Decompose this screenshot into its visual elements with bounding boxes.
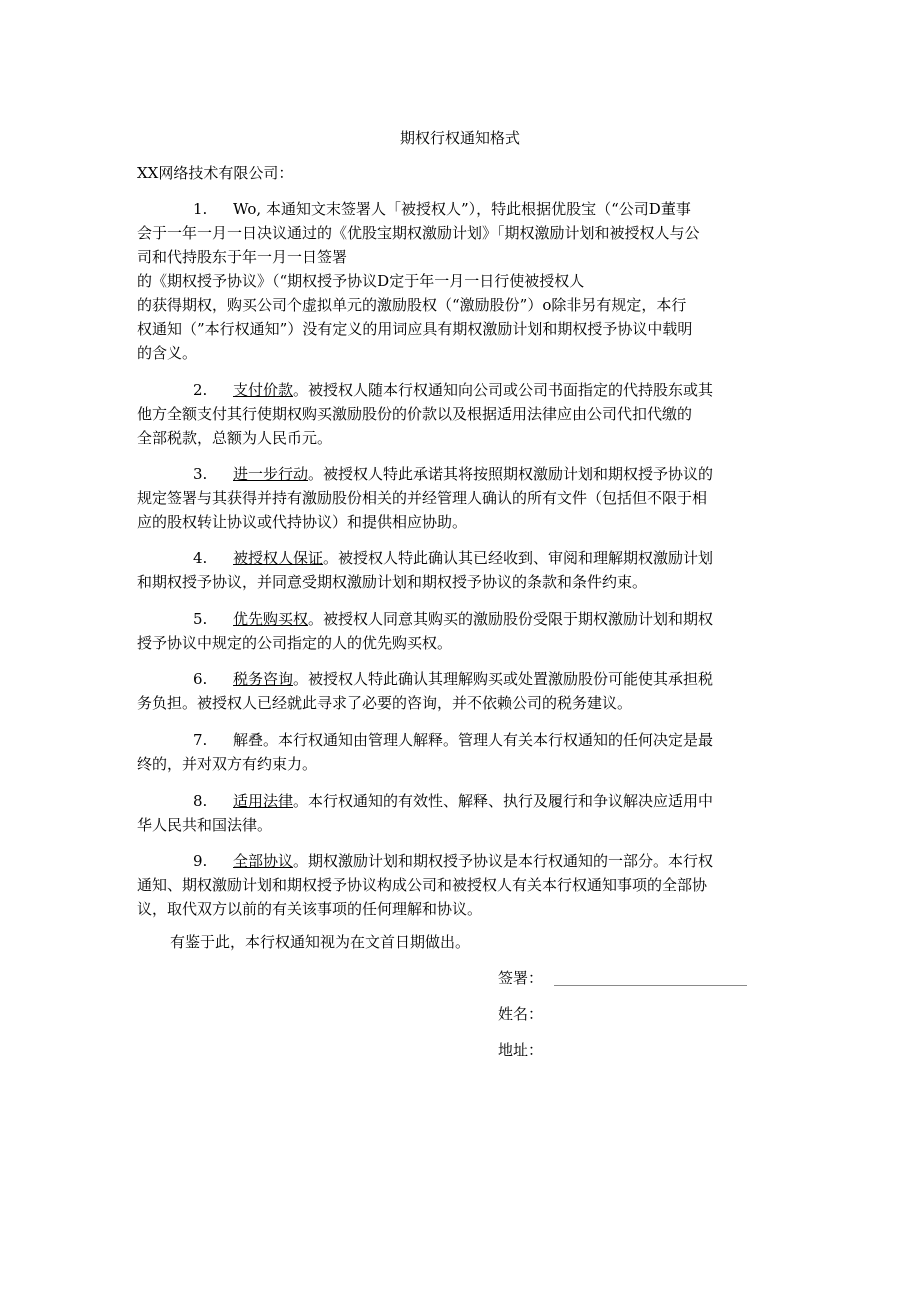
- clause-line: 解叠。本行权通知由管理人解释。管理人有关本行权通知的任何决定是最: [233, 731, 714, 749]
- document-title: 期权行权通知格式: [399, 129, 520, 147]
- clause-9: [137, 849, 787, 921]
- clause-number: 3.: [193, 465, 208, 483]
- clause-line: 规定签署与其获得并持有激励股份相关的并经管理人确认的所有文件（包括但不限于相: [137, 489, 708, 507]
- clause-heading: 支付价款: [233, 381, 294, 399]
- clause-line: 的含义。: [137, 344, 198, 362]
- address-label: 地址：: [498, 1041, 544, 1059]
- clause-8: [137, 789, 787, 837]
- clause-6: [137, 667, 787, 715]
- clause-line: 的《期权授予协议》（“期权授予协议D定于年一月一日行使被授权人: [137, 272, 585, 290]
- signature-line[interactable]: [554, 985, 747, 986]
- clause-line: 。被授权人随本行权通知向公司或公司书面指定的代持股东或其: [293, 381, 714, 399]
- clause-line: 的获得期权，购买公司个虚拟单元的激励股权（“激励股份”）o除非另有规定，本行: [137, 296, 687, 314]
- clause-number: 9.: [193, 852, 208, 870]
- clause-number: 2.: [193, 381, 208, 399]
- clause-number: 1.: [193, 200, 208, 218]
- clause-line: 他方全额支付其行使期权购买激励股份的价款以及根据适用法律应由公司代扣代缴的: [137, 405, 693, 423]
- clause-number: 4.: [193, 549, 208, 567]
- closing-statement: 有鉴于此，本行权通知视为在文首日期做出。: [170, 933, 471, 951]
- clause-line: Wo, 本通知文末签署人「被授权人”），特此根据优股宝（“公司D董事: [233, 200, 691, 218]
- clause-heading: 进一步行动: [233, 465, 309, 483]
- clause-line: 。被授权人同意其购买的激励股份受限于期权激励计划和期权: [308, 610, 714, 628]
- clause-line: 授予协议中规定的公司指定的人的优先购买权。: [137, 634, 453, 652]
- clause-heading: 被授权人保证: [233, 549, 324, 567]
- clause-heading: 全部协议: [233, 852, 294, 870]
- clause-line: 。期权激励计划和期权授予协议是本行权通知的一部分。本行权: [293, 852, 714, 870]
- clause-line: 司和代持股东于年一月一日签署: [137, 248, 348, 266]
- clause-line: 华人民共和国法律。: [137, 816, 273, 834]
- clause-line: 权通知（”本行权通知”）没有定义的用词应具有期权激励计划和期权授予协议中载明: [137, 320, 693, 338]
- signature-label: 签署：: [498, 969, 544, 987]
- clause-5: [137, 607, 787, 655]
- clause-line: 全部税款，总额为人民币元。: [137, 429, 333, 447]
- clause-line: 。被授权人特此确认其理解购买或处置激励股份可能使其承担税: [293, 670, 714, 688]
- clause-2: [137, 378, 787, 450]
- clause-line: 议，取代双方以前的有关该事项的任何理解和协议。: [137, 900, 483, 918]
- addressee: XX网络技术有限公司：: [137, 164, 294, 182]
- clause-4: [137, 546, 787, 594]
- clause-3: [137, 462, 787, 534]
- clause-number: 7.: [193, 731, 208, 749]
- clause-line: 。本行权通知的有效性、解释、执行及履行和争议解决应适用中: [293, 792, 714, 810]
- clause-7: [137, 728, 787, 776]
- clause-heading: 税务咨询: [233, 670, 294, 688]
- clause-line: 终的，并对双方有约束力。: [137, 755, 318, 773]
- clause-1: [137, 197, 787, 365]
- clause-number: 8.: [193, 792, 208, 810]
- name-label: 姓名：: [498, 1005, 544, 1023]
- clause-line: 。被授权人特此确认其已经收到、审阅和理解期权激励计划: [323, 549, 714, 567]
- clause-number: 5.: [193, 610, 208, 628]
- clause-line: 。被授权人特此承诺其将按照期权激励计划和期权授予协议的: [308, 465, 714, 483]
- clause-number: 6.: [193, 670, 208, 688]
- clause-line: 应的股权转让协议或代持协议）和提供相应协助。: [137, 513, 468, 531]
- clause-heading: 适用法律: [233, 792, 294, 810]
- clause-line: 通知、期权激励计划和期权授予协议构成公司和被授权人有关本行权通知事项的全部协: [137, 876, 708, 894]
- clause-line: 和期权授予协议，并同意受期权激励计划和期权授予协议的条款和条件约束。: [137, 573, 648, 591]
- clause-heading: 优先购买权: [233, 610, 309, 628]
- clause-line: 务负担。被授权人已经就此寻求了必要的咨询，并不依赖公司的税务建议。: [137, 694, 633, 712]
- clause-line: 会于一年一月一日决议通过的《优股宝期权激励计划》「期权激励计划和被授权人与公: [137, 224, 700, 242]
